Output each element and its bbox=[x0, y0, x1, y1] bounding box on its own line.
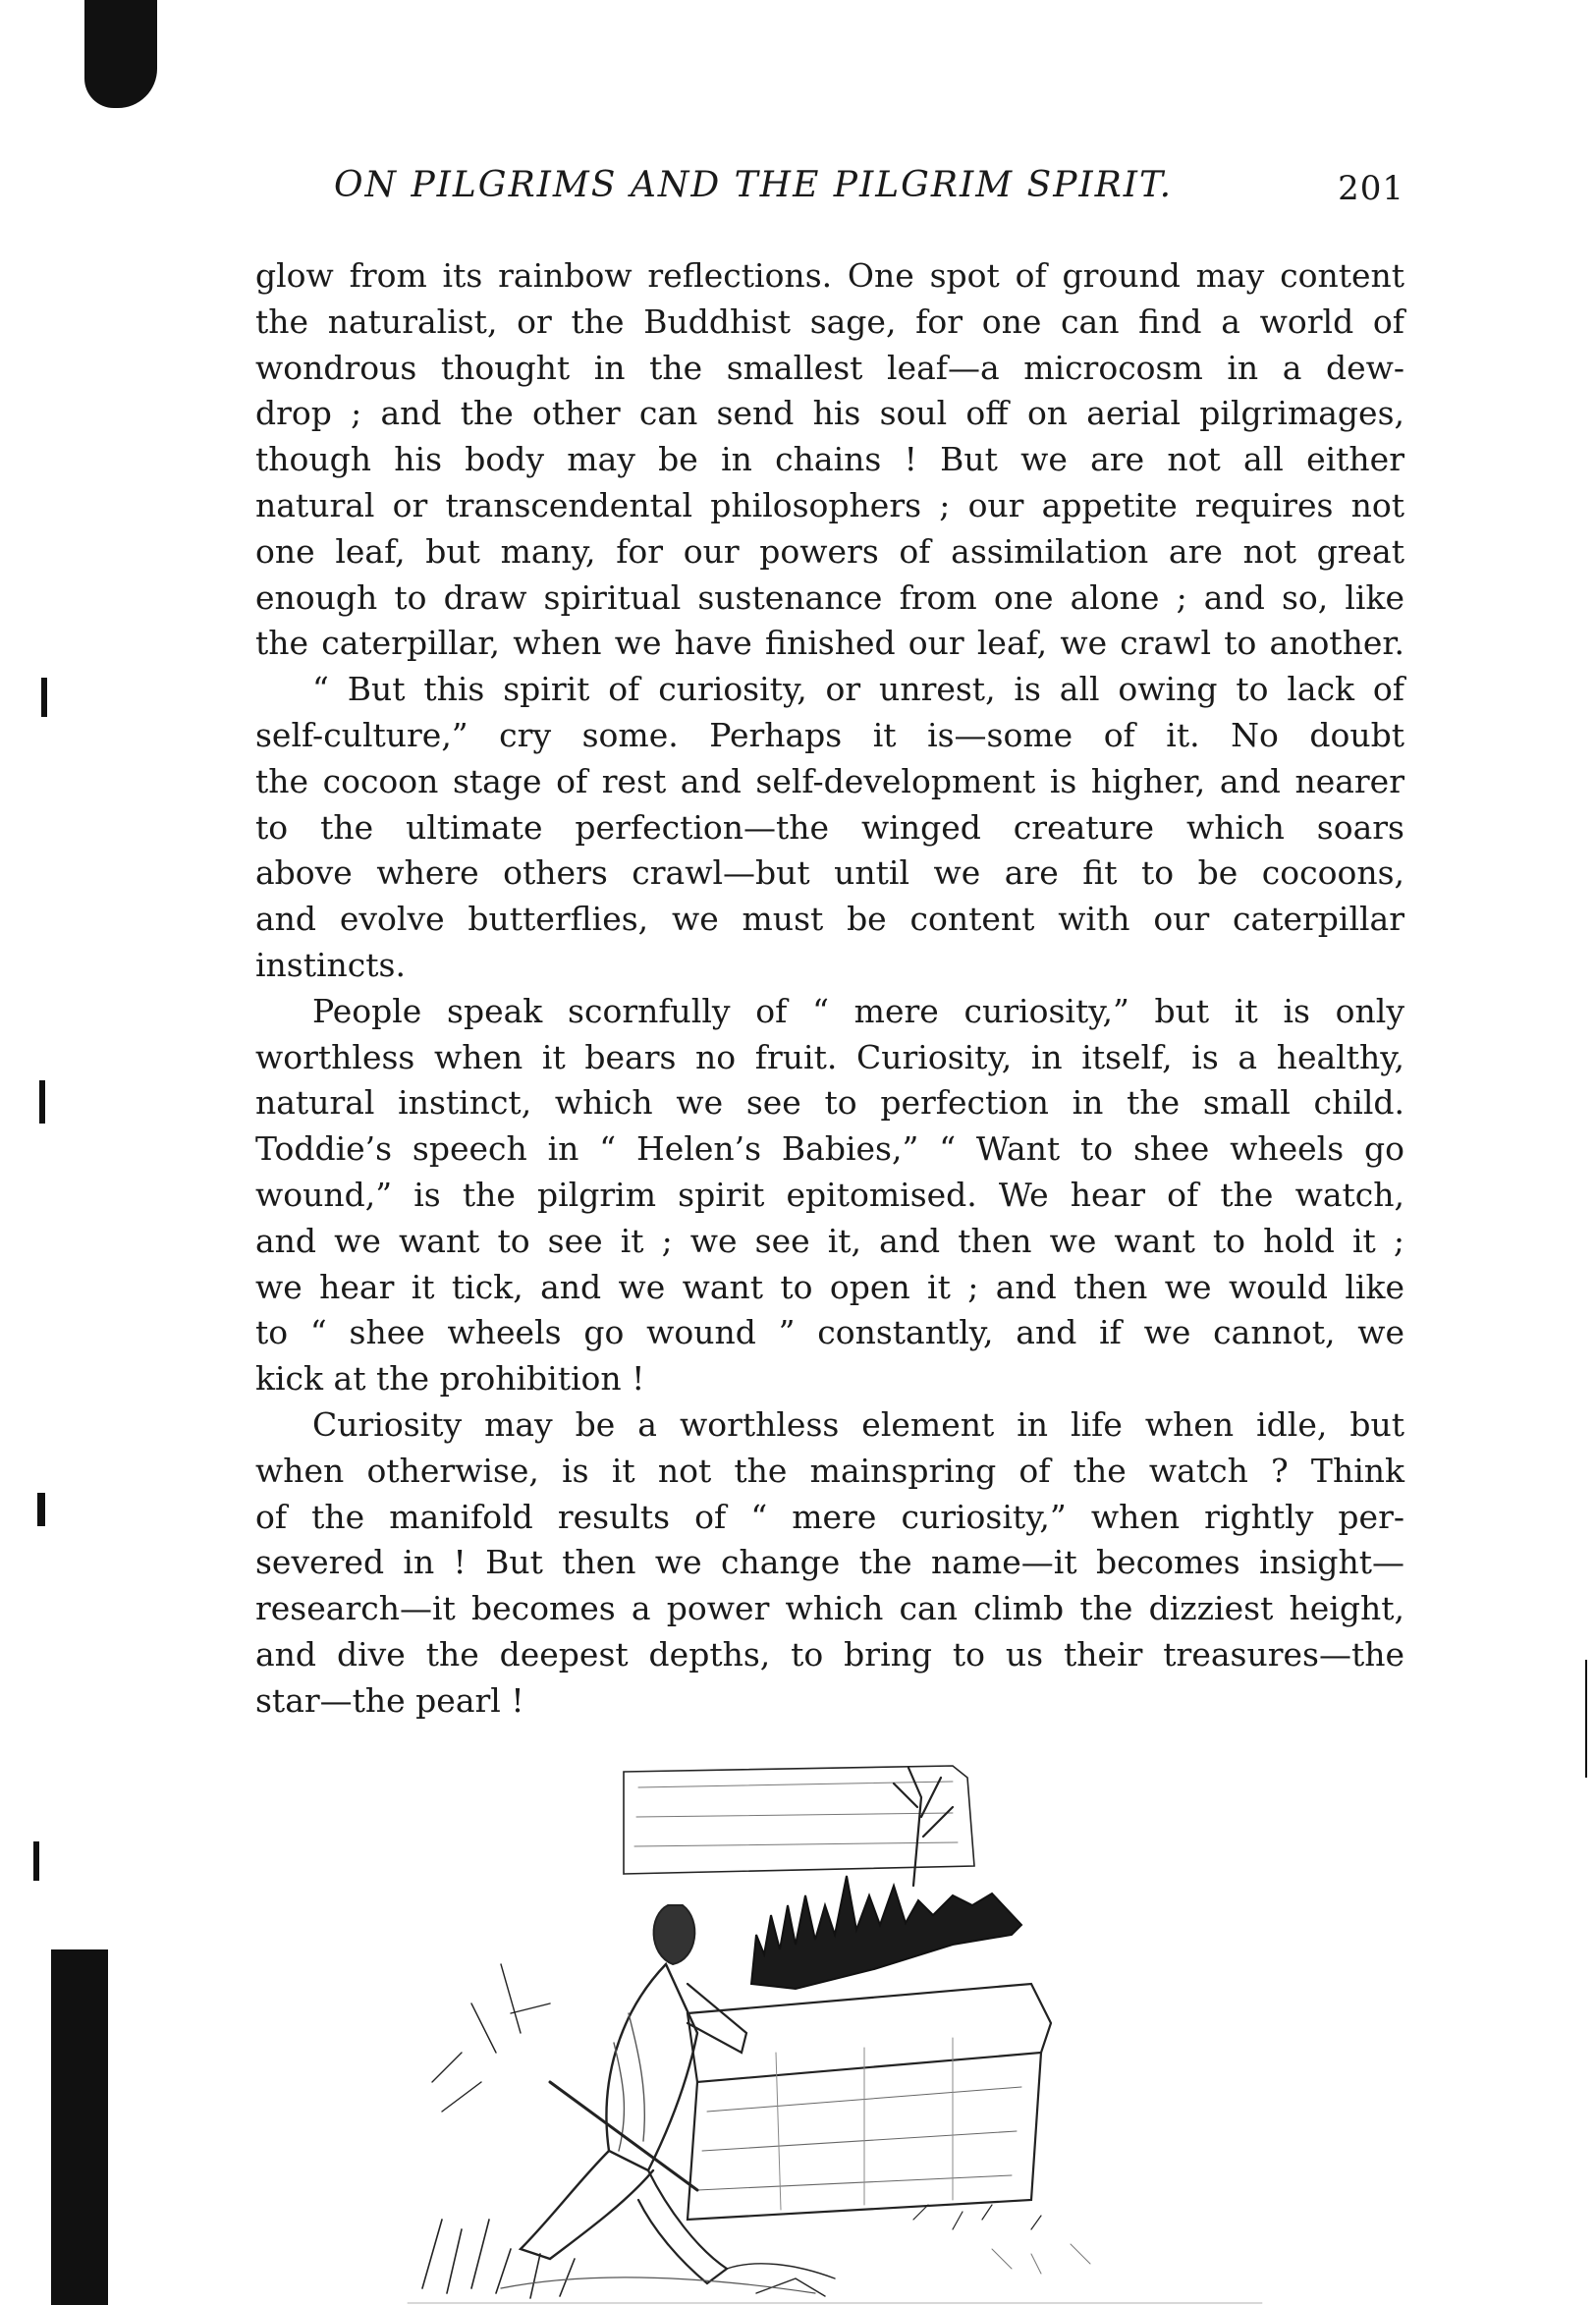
text-line: instincts. bbox=[255, 945, 406, 984]
text-line: and dive the deepest depths, to bring to us their treasures—the bbox=[255, 1634, 1404, 1674]
scan-speck bbox=[37, 1493, 45, 1526]
page-header bbox=[334, 165, 1404, 216]
scan-line-right bbox=[1585, 1660, 1587, 1778]
text-line: though his body may be in chains ! But we are not all either bbox=[255, 440, 1404, 479]
text-line: kick at the prohibition ! bbox=[255, 1359, 645, 1399]
text-line: the naturalist, or the Buddhist sage, for one can find a world of bbox=[255, 302, 1404, 341]
scan-binding-edge bbox=[51, 1949, 108, 2305]
text-line: of the manifold results of “ mere curiosity,” when rightly per- bbox=[255, 1497, 1404, 1536]
text-line: natural instinct, which we see to perfection in the small child. bbox=[255, 1083, 1404, 1123]
text-line: enough to draw spiritual sustenance from one alone ; and so, like bbox=[255, 577, 1404, 617]
text-line: one leaf, but many, for our powers of assimilation are not great bbox=[255, 531, 1404, 571]
scan-speck bbox=[39, 1080, 45, 1124]
text-line: self-culture,” cry some. Perhaps it is—some of it. No doubt bbox=[255, 715, 1404, 754]
text-line: star—the pearl ! bbox=[255, 1680, 524, 1720]
text-line: to “ shee wheels go wound ” constantly, and if we cannot, we bbox=[255, 1313, 1404, 1352]
scan-speck bbox=[33, 1841, 39, 1881]
page-number: 201 bbox=[1338, 169, 1404, 208]
text-line: the caterpillar, when we have finished our leaf, we crawl to another. bbox=[255, 624, 1404, 663]
text-line: People speak scornfully of “ mere curiosity,” but it is only bbox=[312, 991, 1404, 1030]
text-line: research—it becomes a power which can climb the dizziest height, bbox=[255, 1589, 1404, 1628]
text-line: above where others crawl—but until we are fit to be cocoons, bbox=[255, 853, 1404, 893]
text-line: worthless when it bears no fruit. Curiosity, in itself, is a healthy, bbox=[255, 1037, 1404, 1076]
text-line: Curiosity may be a worthless element in life when idle, but bbox=[312, 1404, 1404, 1444]
text-line: wound,” is the pilgrim spirit epitomised. We hear of the watch, bbox=[255, 1175, 1404, 1214]
text-line: we hear it tick, and we want to open it ; and then we would like bbox=[255, 1267, 1404, 1306]
scan-blot-top bbox=[84, 0, 157, 108]
scan-speck bbox=[41, 678, 47, 717]
text-line: “ But this spirit of curiosity, or unrest, is all owing to lack of bbox=[312, 670, 1404, 709]
text-line: and we want to see it ; we see it, and then we want to hold it ; bbox=[255, 1221, 1404, 1260]
text-line: drop ; and the other can send his soul off on aerial pilgrimages, bbox=[255, 394, 1404, 433]
running-head: ON PILGRIMS AND THE PILGRIM SPIRIT. bbox=[334, 165, 1174, 205]
text-line: severed in ! But then we change the name—it becomes insight— bbox=[255, 1543, 1404, 1582]
text-line: glow from its rainbow reflections. One spot of ground may content bbox=[255, 256, 1404, 295]
text-line: wondrous thought in the smallest leaf—a microcosm in a dew- bbox=[255, 348, 1404, 387]
text-line: and evolve butterflies, we must be content with our caterpillar bbox=[255, 900, 1404, 939]
text-line: the cocoon stage of rest and self-development is higher, and nearer bbox=[255, 761, 1404, 800]
body-text bbox=[255, 253, 1404, 1725]
text-line: when otherwise, is it not the mainspring of the watch ? Think bbox=[255, 1451, 1404, 1490]
text-line: to the ultimate perfection—the winged creature which soars bbox=[255, 807, 1404, 847]
pilgrim-illustration bbox=[403, 1758, 1267, 2305]
text-line: natural or transcendental philosophers ; our appetite requires not bbox=[255, 485, 1404, 524]
text-line: Toddie’s speech in “ Helen’s Babies,” “ Want to shee wheels go bbox=[255, 1129, 1404, 1169]
